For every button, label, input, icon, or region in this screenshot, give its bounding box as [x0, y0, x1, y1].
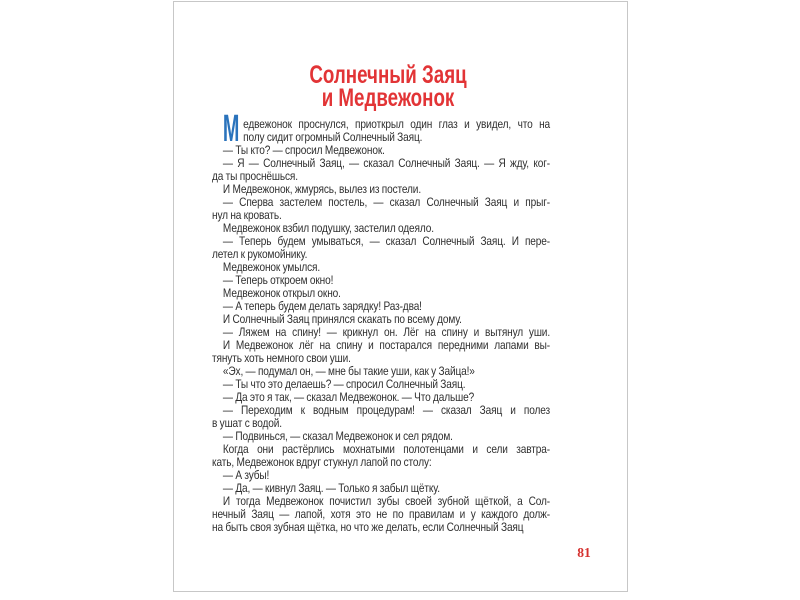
story-title: [261, 61, 515, 112]
text-line: — А зубы!: [222, 468, 270, 482]
story-body: [212, 108, 551, 534]
text-line: на быть своя зубная щётка, но что же делать, если Солнечный Заяц: [212, 520, 524, 534]
text-line: в ушат с водой.: [212, 416, 282, 430]
story-title-line1: Солнечный Заяц: [309, 61, 467, 89]
text-line: И Медвежонок лёг на спину и постарался передними лапами вы-: [222, 338, 551, 352]
text-line: — Теперь откроем окно!: [222, 273, 334, 287]
text-line: Медвежонок взбил подушку, застелил одеяло.: [222, 221, 434, 235]
text-line: — Да, — кивнул Заяц. — Только я забыл щётку.: [222, 481, 440, 495]
text-line: полу сидит огромный Солнечный Заяц.: [243, 130, 423, 144]
text-line: Когда они растёрлись мохнатыми полотенцами и сели завтра-: [222, 442, 551, 456]
text-line: тянуть хоть немного свои уши.: [212, 351, 351, 365]
text-line: И Солнечный Заяц принялся скакать по всему дому.: [222, 312, 462, 326]
text-line: И Медвежонок, жмурясь, вылез из постели.: [222, 182, 422, 196]
text-line: — Переходим к водным процедурам! — сказал Заяц и полез: [222, 403, 551, 417]
text-line: нул на кровать.: [212, 208, 282, 222]
text-line: — Ты что это делаешь? — спросил Солнечный Заяц.: [222, 377, 466, 391]
text-line: — Подвинься, — сказал Медвежонок и сел рядом.: [222, 429, 453, 443]
text-line: «Эх, — подумал он, — мне бы такие уши, как у Зайца!»: [222, 364, 475, 378]
drop-cap-letter: М: [222, 108, 240, 150]
drop-cap: [222, 108, 241, 150]
text-line: И тогда Медвежонок почистил зубы своей зубной щёткой, а Сол-: [222, 494, 551, 508]
text-line: да ты проснёшься.: [212, 169, 298, 183]
text-line: — Теперь будем умываться, — сказал Солнечный Заяц. И пере-: [222, 234, 551, 248]
text-line: Медвежонок открыл окно.: [222, 286, 341, 300]
text-line: едвежонок проснулся, приоткрыл один глаз и увидел, что на: [243, 117, 551, 131]
text-line: нечный Заяц — лапой, хотя это не по правилам и у каждого долж-: [212, 507, 551, 521]
book-page: [173, 1, 628, 592]
text-line: — Сперва застелем постель, — сказал Солнечный Заяц и прыг-: [222, 195, 551, 209]
text-line: — Ты кто? — спросил Медвежонок.: [222, 143, 385, 157]
text-line: летел к рукомойнику.: [212, 247, 308, 261]
text-line: — Ляжем на спину! — крикнул он. Лёг на спину и вытянул уши.: [222, 325, 551, 339]
story-title-line2: и Медвежонок: [321, 84, 455, 112]
text-line: — Я — Солнечный Заяц, — сказал Солнечный Заяц. — Я жду, ког-: [222, 156, 551, 170]
text-line: — Да это я так, — сказал Медвежонок. — Что дальше?: [222, 390, 475, 404]
text-line: кать, Медвежонок вдруг стукнул лапой по столу:: [212, 455, 432, 469]
text-line: — А теперь будем делать зарядку! Раз-два!: [222, 299, 422, 313]
text-line: Медвежонок умылся.: [222, 260, 321, 274]
page-number: 81: [577, 545, 591, 560]
